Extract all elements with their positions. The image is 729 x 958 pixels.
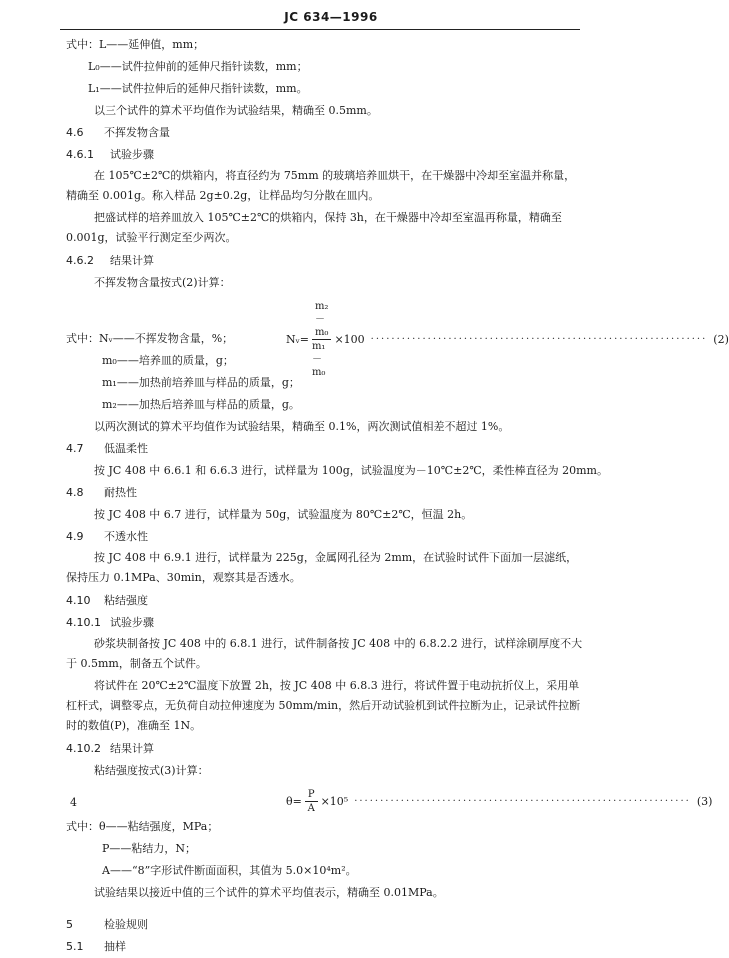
section-title: 抽样: [104, 940, 126, 953]
section-title: 耐热性: [104, 486, 137, 499]
section-heading-5-1: [66, 936, 586, 958]
section-heading-5: [66, 914, 586, 936]
section-heading-4-10: [66, 590, 586, 612]
section-heading-4-6-1: [66, 144, 586, 166]
document-body: [66, 34, 729, 958]
section-number: 4.7: [66, 442, 84, 455]
paragraph: 按 JC 408 中 6.7 进行，试样量为 50g，试验温度为 80℃±2℃，恒温 2h。: [94, 508, 473, 521]
variable-line: A——“8”字形试件断面面积，其值为 5.0×10⁴m²。: [102, 864, 357, 877]
paragraph: 粘结强度按式(3)计算：: [94, 764, 209, 777]
variable-line: m₀——培养皿的质量，g；: [102, 354, 234, 367]
section-number: 5: [66, 918, 73, 931]
formula-lhs: θ=: [286, 794, 302, 808]
section-number: 4.8: [66, 486, 84, 499]
result-statement: 试验结果以接近中值的三个试件的算术平均值表示，精确至 0.01MPa。: [94, 886, 444, 899]
formula-rhs: ×100: [334, 332, 365, 346]
section-number: 5.1: [66, 940, 84, 953]
section-title: 结果计算: [110, 742, 154, 755]
variable-line: 式中：L——延伸值，mm；: [66, 38, 205, 51]
paragraph: 按 JC 408 中 6.9.1 进行，试样量为 225g，金属网孔径为 2mm，在试验时试件下面加一层滤纸，保持压力 0.1MPa、30min，观察其是否透水。: [66, 551, 578, 584]
section-number: 4.6: [66, 126, 84, 139]
paragraph: 将试件在 20℃±2℃温度下放置 2h，按 JC 408 中 6.8.3 进行，将试件置于电动抗折仪上，采用单杠杆式，调整零点，无负荷自动拉伸速度为 50mm/min，然后开动试验机到试件拉断为止，记录试件拉断时的数值(P)，准确至 1N。: [66, 679, 581, 732]
section-number: 4.9: [66, 530, 84, 543]
formula-fraction: [312, 300, 332, 379]
section-heading-4-7: [66, 438, 586, 460]
fraction-numerator: P: [305, 788, 318, 802]
formula-number: (3): [696, 794, 713, 808]
variable-line: L₀——试件拉伸前的延伸尺指针读数，mm；: [88, 60, 308, 73]
paragraph: 按 JC 408 中 6.6.1 和 6.6.3 进行，试样量为 100g，试验温度为－10℃±2℃，柔性棒直径为 20mm。: [94, 464, 608, 477]
section-title: 不挥发物含量: [104, 126, 170, 139]
section-heading-4-6: [66, 122, 586, 144]
variable-line: m₂——加热后培养皿与样品的质量，g。: [102, 398, 300, 411]
variable-line: 式中：Nᵥ——不挥发物含量，%；: [66, 332, 234, 345]
variable-line: P——粘结力，N；: [102, 842, 197, 855]
formula-number: (2): [713, 332, 729, 346]
section-title: 粘结强度: [104, 594, 148, 607]
section-title: 检验规则: [104, 918, 148, 931]
fraction-denominator: A: [307, 803, 315, 814]
section-number: 4.10: [66, 594, 91, 607]
formula-lhs: Nᵥ=: [286, 332, 309, 346]
section-number: 4.6.2: [66, 254, 94, 267]
page-number: 4: [70, 796, 77, 809]
header-rule: [60, 29, 580, 30]
result-statement: 以三个试件的算术平均值作为试验结果，精确至 0.5mm。: [94, 104, 378, 117]
section-number: 4.6.1: [66, 148, 94, 161]
paragraph: 在 105℃±2℃的烘箱内，将直径约为 75mm 的玻璃培养皿烘干，在干燥器中冷却至室温并称量，精确至 0.001g。称入样品 2g±0.2g，让样品均匀分散在皿内。: [66, 169, 576, 202]
fraction-denominator: m₁－m₀: [311, 341, 326, 378]
section-title: 结果计算: [110, 254, 154, 267]
formula-3: [66, 782, 713, 816]
paragraph: 把盛试样的培养皿放入 105℃±2℃的烘箱内，保持 3h，在干燥器中冷却至室温再称量，精确至 0.001g，试验平行测定至少两次。: [66, 211, 562, 244]
section-heading-4-10-2: [66, 738, 586, 760]
section-heading-4-9: [66, 526, 586, 548]
leader-dots: ·································································: [354, 795, 691, 807]
section-heading-4-8: [66, 482, 586, 504]
spacer: [66, 904, 586, 914]
section-title: 试验步骤: [110, 616, 154, 629]
variable-line: 式中：θ——粘结强度，MPa；: [66, 820, 219, 833]
section-title: 不透水性: [104, 530, 148, 543]
fraction-numerator: m₂－m₀: [312, 300, 332, 340]
section-number: 4.10.2: [66, 742, 101, 755]
paragraph: 砂浆块制备按 JC 408 中的 6.8.1 进行，试件制备按 JC 408 中的 6.8.2.2 进行，试样涂刷厚度不大于 0.5mm，制备五个试件。: [66, 637, 583, 670]
variable-line: L₁——试件拉伸后的延伸尺指针读数，mm。: [88, 82, 308, 95]
result-statement: 以两次测试的算术平均值作为试验结果，精确至 0.1%，两次测试值相差不超过 1%。: [94, 420, 510, 433]
variable-line: m₁——加热前培养皿与样品的质量，g；: [102, 376, 300, 389]
formula-rhs: ×10⁵: [320, 794, 349, 808]
section-title: 试验步骤: [110, 148, 154, 161]
document-header: JC 634—1996: [284, 10, 378, 24]
section-title: 低温柔性: [104, 442, 148, 455]
section-number: 4.10.1: [66, 616, 101, 629]
section-heading-4-10-1: [66, 612, 586, 634]
leader-dots: ·································································: [370, 333, 708, 345]
paragraph: 不挥发物含量按式(2)计算：: [94, 276, 231, 289]
section-heading-4-6-2: [66, 250, 586, 272]
formula-fraction: [305, 788, 318, 815]
